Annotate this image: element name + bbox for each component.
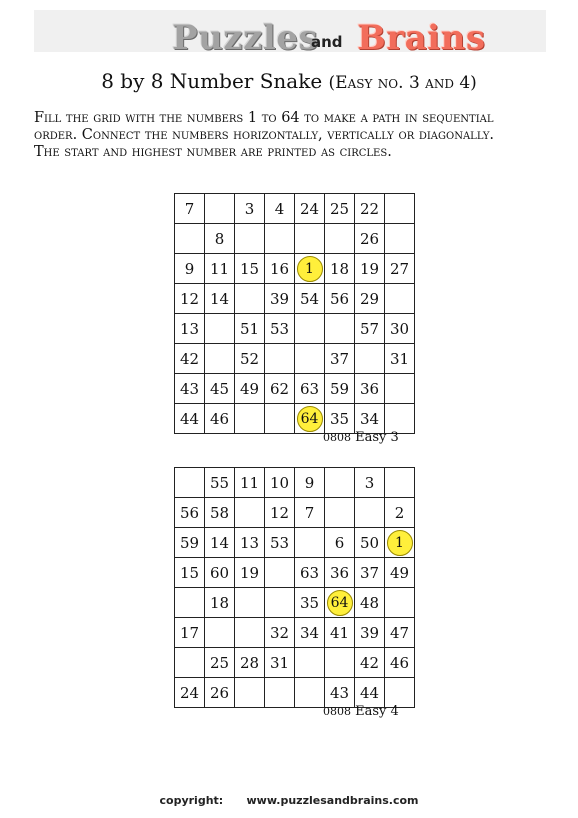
grid-cell[interactable] — [325, 648, 355, 678]
grid-cell[interactable]: 37 — [325, 344, 355, 374]
grid-cell[interactable]: 52 — [235, 344, 265, 374]
grid-cell[interactable]: 22 — [355, 194, 385, 224]
grid-cell[interactable]: 37 — [355, 558, 385, 588]
grid-row — [175, 678, 415, 708]
grid-cell[interactable]: 48 — [355, 588, 385, 618]
grid-cell[interactable]: 58 — [205, 498, 235, 528]
grid-cell[interactable] — [205, 314, 235, 344]
grid-cell[interactable] — [265, 558, 295, 588]
grid-cell[interactable]: 8 — [205, 224, 235, 254]
grid-cell[interactable]: 46 — [205, 404, 235, 434]
grid-cell[interactable]: 27 — [385, 254, 415, 284]
grid-cell[interactable]: 2 — [385, 498, 415, 528]
grid-cell[interactable]: 10 — [265, 468, 295, 498]
grid-cell[interactable] — [295, 254, 325, 284]
grid-cell[interactable] — [355, 498, 385, 528]
grid-cell[interactable] — [295, 528, 325, 558]
grid-cell[interactable] — [295, 224, 325, 254]
grid-cell[interactable] — [175, 588, 205, 618]
grid-cell[interactable] — [295, 344, 325, 374]
grid-cell[interactable]: 35 — [325, 404, 355, 434]
grid-cell[interactable]: 31 — [385, 344, 415, 374]
logo-brains: Brains — [357, 18, 486, 58]
grid-cell[interactable]: 56 — [175, 498, 205, 528]
grid-cell[interactable] — [385, 284, 415, 314]
grid-cell[interactable]: 43 — [175, 374, 205, 404]
grid-cell[interactable]: 44 — [175, 404, 205, 434]
grid-cell[interactable]: 31 — [265, 648, 295, 678]
grid-cell[interactable] — [175, 648, 205, 678]
grid-cell[interactable]: 53 — [265, 528, 295, 558]
grid-cell[interactable]: 4 — [265, 194, 295, 224]
grid-cell[interactable]: 15 — [235, 254, 265, 284]
grid-cell[interactable] — [355, 344, 385, 374]
grid-cell[interactable]: 26 — [355, 224, 385, 254]
grid-cell[interactable]: 11 — [235, 468, 265, 498]
grid-cell[interactable] — [385, 404, 415, 434]
grid-cell[interactable] — [385, 374, 415, 404]
grid-cell[interactable] — [385, 588, 415, 618]
grid-cell[interactable]: 12 — [175, 284, 205, 314]
grid-cell[interactable]: 19 — [355, 254, 385, 284]
grid-cell[interactable]: 51 — [235, 314, 265, 344]
grid-cell[interactable] — [385, 528, 415, 558]
footer — [0, 794, 578, 807]
grid-cell[interactable] — [295, 314, 325, 344]
grid-cell[interactable]: 35 — [295, 588, 325, 618]
grid-cell[interactable]: 43 — [325, 678, 355, 708]
grid-cell[interactable] — [235, 498, 265, 528]
grid-cell[interactable]: 29 — [355, 284, 385, 314]
website-link[interactable]: www.puzzlesandbrains.com — [246, 794, 419, 807]
grid-cell[interactable]: 42 — [355, 648, 385, 678]
grid-cell[interactable] — [265, 224, 295, 254]
grid-cell[interactable] — [385, 468, 415, 498]
instructions — [34, 110, 554, 161]
grid-cell[interactable]: 44 — [355, 678, 385, 708]
grid-row — [175, 588, 415, 618]
instruction-line: The start and highest number are printed as circles. — [34, 144, 392, 160]
grid-cell[interactable]: 63 — [295, 558, 325, 588]
puzzle-caption-easy-4 — [323, 704, 399, 719]
header-banner — [34, 10, 546, 58]
grid-cell[interactable]: 42 — [175, 344, 205, 374]
grid-cell[interactable]: 39 — [265, 284, 295, 314]
grid-cell[interactable]: 54 — [295, 284, 325, 314]
grid-row — [175, 194, 415, 224]
grid-cell[interactable]: 59 — [325, 374, 355, 404]
grid-cell[interactable] — [235, 224, 265, 254]
grid-cell[interactable]: 30 — [385, 314, 415, 344]
grid-cell[interactable]: 13 — [175, 314, 205, 344]
grid-cell[interactable]: 34 — [355, 404, 385, 434]
grid-cell[interactable]: 60 — [205, 558, 235, 588]
puzzle-grid-easy-4 — [174, 467, 415, 708]
instruction-line: order. Connect the numbers horizontally, vertically or diagonally. — [34, 127, 495, 143]
puzzle-code: 0808 — [323, 705, 351, 718]
grid-cell[interactable] — [175, 468, 205, 498]
grid-cell[interactable]: 15 — [175, 558, 205, 588]
grid-cell[interactable] — [235, 618, 265, 648]
grid-cell[interactable] — [325, 588, 355, 618]
grid-cell[interactable]: 32 — [265, 618, 295, 648]
grid-cell[interactable]: 18 — [205, 588, 235, 618]
grid-row — [175, 314, 415, 344]
grid-cell[interactable] — [205, 618, 235, 648]
puzzle-label: Easy 4 — [355, 704, 399, 719]
grid-cell[interactable] — [235, 588, 265, 618]
grid-row — [175, 468, 415, 498]
grid-cell[interactable]: 9 — [295, 468, 325, 498]
puzzle-code: 0808 — [323, 431, 351, 444]
puzzle-label: Easy 3 — [355, 430, 399, 445]
grid-cell[interactable] — [295, 678, 325, 708]
grid-cell[interactable]: 17 — [175, 618, 205, 648]
grid-cell[interactable] — [265, 678, 295, 708]
grid-cell[interactable]: 36 — [355, 374, 385, 404]
grid-cell[interactable]: 50 — [355, 528, 385, 558]
grid-cell[interactable]: 47 — [385, 618, 415, 648]
grid-row — [175, 404, 415, 434]
grid-cell[interactable] — [325, 224, 355, 254]
grid-row — [175, 648, 415, 678]
grid-cell[interactable] — [325, 314, 355, 344]
grid-cell[interactable] — [205, 194, 235, 224]
grid-cell[interactable] — [385, 224, 415, 254]
grid-cell[interactable]: 49 — [385, 558, 415, 588]
instruction-line: Fill the grid with the numbers 1 to 64 to make a path in sequential — [34, 110, 494, 126]
grid-cell[interactable] — [235, 284, 265, 314]
grid-row — [175, 284, 415, 314]
circled-number: 64 — [327, 590, 353, 616]
grid-cell[interactable]: 57 — [355, 314, 385, 344]
circled-number: 1 — [387, 530, 413, 556]
grid-cell[interactable]: 39 — [355, 618, 385, 648]
grid-row — [175, 374, 415, 404]
grid-cell[interactable]: 28 — [235, 648, 265, 678]
grid-cell[interactable] — [205, 344, 235, 374]
grid-cell[interactable]: 46 — [385, 648, 415, 678]
grid-cell[interactable]: 25 — [325, 194, 355, 224]
grid-cell[interactable]: 26 — [205, 678, 235, 708]
grid-cell[interactable]: 62 — [265, 374, 295, 404]
grid-row — [175, 558, 415, 588]
title-sub: (Easy no. 3 and 4) — [328, 73, 477, 93]
grid-cell[interactable] — [325, 498, 355, 528]
grid-cell[interactable]: 55 — [205, 468, 235, 498]
logo-and: and — [311, 33, 343, 51]
grid-cell[interactable]: 3 — [355, 468, 385, 498]
grid-cell[interactable]: 14 — [205, 528, 235, 558]
grid-cell[interactable]: 34 — [295, 618, 325, 648]
grid-cell[interactable]: 59 — [175, 528, 205, 558]
grid-row — [175, 618, 415, 648]
grid-cell[interactable] — [295, 404, 325, 434]
grid-cell[interactable]: 41 — [325, 618, 355, 648]
grid-cell[interactable]: 45 — [205, 374, 235, 404]
logo-puzzles: Puzzles — [172, 18, 319, 58]
grid-cell[interactable]: 13 — [235, 528, 265, 558]
puzzle-caption-easy-3 — [323, 430, 399, 445]
grid-cell[interactable]: 18 — [325, 254, 355, 284]
grid-cell[interactable]: 7 — [295, 498, 325, 528]
grid-cell[interactable]: 14 — [205, 284, 235, 314]
grid-cell[interactable]: 24 — [175, 678, 205, 708]
grid-cell[interactable]: 6 — [325, 528, 355, 558]
grid-row — [175, 344, 415, 374]
title-main: 8 by 8 Number Snake — [101, 69, 323, 93]
grid-cell[interactable] — [265, 344, 295, 374]
grid-row — [175, 254, 415, 284]
grid-cell[interactable]: 19 — [235, 558, 265, 588]
grid-cell[interactable] — [385, 194, 415, 224]
grid-row — [175, 224, 415, 254]
grid-cell[interactable] — [235, 678, 265, 708]
grid-cell[interactable] — [265, 404, 295, 434]
grid-cell[interactable]: 11 — [205, 254, 235, 284]
circled-number: 1 — [297, 256, 323, 282]
grid-cell[interactable] — [175, 224, 205, 254]
grid-cell[interactable] — [385, 678, 415, 708]
grid-cell[interactable] — [295, 648, 325, 678]
page-title — [0, 68, 578, 96]
grid-cell[interactable]: 9 — [175, 254, 205, 284]
grid-cell[interactable]: 7 — [175, 194, 205, 224]
grid-cell[interactable] — [235, 404, 265, 434]
grid-cell[interactable] — [265, 588, 295, 618]
circled-number: 64 — [297, 406, 323, 432]
grid-cell[interactable]: 53 — [265, 314, 295, 344]
grid-cell[interactable]: 3 — [235, 194, 265, 224]
grid-row — [175, 528, 415, 558]
grid-cell[interactable]: 36 — [325, 558, 355, 588]
grid-cell[interactable]: 12 — [265, 498, 295, 528]
grid-cell[interactable]: 25 — [205, 648, 235, 678]
puzzle-grid-easy-3 — [174, 193, 415, 434]
grid-cell[interactable]: 49 — [235, 374, 265, 404]
grid-cell[interactable] — [325, 468, 355, 498]
grid-cell[interactable]: 16 — [265, 254, 295, 284]
grid-cell[interactable]: 56 — [325, 284, 355, 314]
grid-row — [175, 498, 415, 528]
copyright-label: copyright: — [159, 794, 224, 807]
grid-cell[interactable]: 24 — [295, 194, 325, 224]
grid-cell[interactable]: 63 — [295, 374, 325, 404]
